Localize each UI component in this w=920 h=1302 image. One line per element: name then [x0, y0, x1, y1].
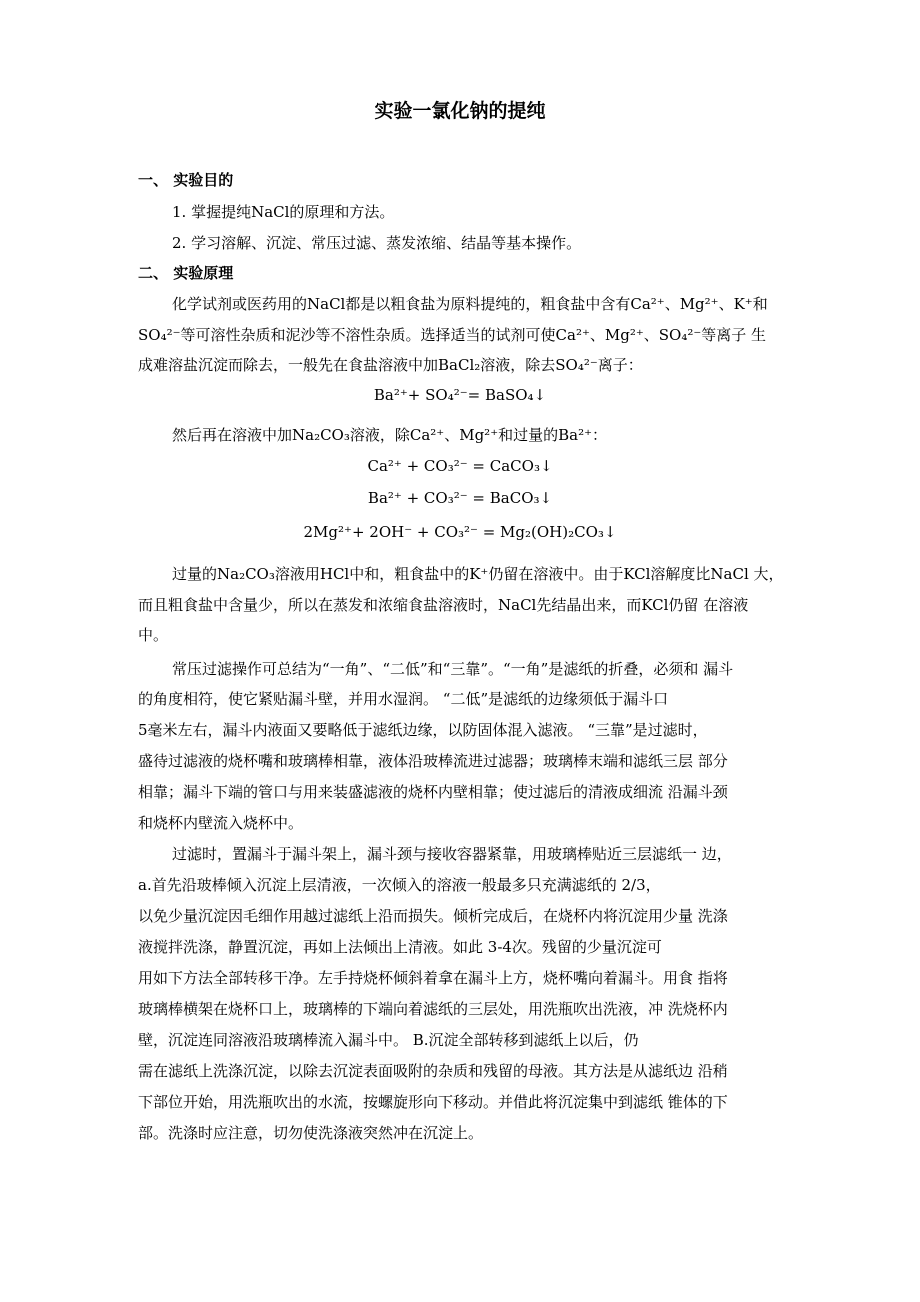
paragraph-line: 用如下方法全部转移干净。左手持烧杯倾斜着拿在漏斗上方，烧杯嘴向着漏斗。用食 指将: [138, 969, 728, 987]
equation: Ba²⁺ + CO₃²⁻ = BaCO₃↓: [367, 489, 553, 507]
paragraph-line: 成难溶盐沉淀而除去，一般先在食盐溶液中加BaCl₂溶液，除去SO₄²⁻离子：: [138, 356, 643, 374]
paragraph-line: 化学试剂或医药用的NaCl都是以粗食盐为原料提纯的，粗食盐中含有Ca²⁺、Mg²⁺、K⁺和: [172, 295, 768, 313]
paragraph-line: 中。: [138, 626, 169, 644]
paragraph-line: 以免少量沉淀因毛细作用越过滤纸上沿而损失。倾析完成后，在烧杯内将沉淀用少量 洗涤: [138, 907, 728, 925]
paragraph-line: a.首先沿玻棒倾入沉淀上层清液，一次倾入的溶液一般最多只充满滤纸的 2/3，: [138, 876, 661, 894]
paragraph-line: 和烧杯内壁流入烧杯中。: [138, 814, 304, 832]
paragraph-line: 过量的Na₂CO₃溶液用HCl中和，粗食盐中的K⁺仍留在溶液中。由于KCl溶解度比NaCl 大，: [172, 565, 784, 583]
page-title: 实验一氯化钠的提纯: [374, 100, 546, 122]
equation: 2Mg²⁺+ 2OH⁻ + CO₃²⁻ = Mg₂(OH)₂CO₃↓: [303, 523, 617, 541]
paragraph-line: 玻璃棒横架在烧杯口上，玻璃棒的下端向着滤纸的三层处，用洗瓶吹出洗液，冲 洗烧杯内: [138, 1000, 728, 1018]
paragraph-line: 需在滤纸上洗涤沉淀，以除去沉淀表面吸附的杂质和残留的母液。其方法是从滤纸边 沿稍: [138, 1062, 728, 1080]
paragraph-line: 液搅拌洗涤，静置沉淀，再如上法倾出上清液。如此 3-4次。残留的少量沉淀可: [138, 938, 662, 956]
paragraph-line: 然后再在溶液中加Na₂CO₃溶液，除Ca²⁺、Mg²⁺和过量的Ba²⁺：: [172, 426, 608, 444]
paragraph-line: 常压过滤操作可总结为“一角”、“二低”和“三靠”。“一角”是滤纸的折叠，必须和 漏斗: [172, 660, 734, 678]
paragraph-line: 过滤时，置漏斗于漏斗架上，漏斗颈与接收容器紧靠，用玻璃棒贴近三层滤纸一 边，: [172, 845, 732, 863]
purpose-item: 1. 掌握提纯NaCl的原理和方法。: [172, 203, 395, 221]
paragraph-line: 部。洗涤时应注意，切勿使洗涤液突然冲在沉淀上。: [138, 1124, 484, 1142]
paragraph-line: 5毫米左右，漏斗内液面又要略低于滤纸边缘，以防固体混入滤液。 “三靠”是过滤时，: [138, 721, 708, 739]
section-heading-principle: 二、 实验原理: [138, 264, 234, 282]
paragraph-line: 相靠；漏斗下端的管口与用来装盛滤液的烧杯内壁相靠；使过滤后的清液成细流 沿漏斗颈: [138, 783, 728, 801]
paragraph-line: 盛待过滤液的烧杯嘴和玻璃棒相靠，液体沿玻棒流进过滤器；玻璃棒末端和滤纸三层 部分: [138, 752, 728, 770]
paragraph-line: 的角度相符，使它紧贴漏斗壁，并用水湿润。 “二低”是滤纸的边缘须低于漏斗口: [138, 690, 669, 708]
paragraph-line: 壁，沉淀连同溶液沿玻璃棒流入漏斗中。 B.沉淀全部转移到滤纸上以后，仍: [138, 1031, 639, 1049]
equation: Ca²⁺ + CO₃²⁻ = CaCO₃↓: [367, 457, 553, 475]
paragraph-line: SO₄²⁻等可溶性杂质和泥沙等不溶性杂质。选择适当的试剂可使Ca²⁺、Mg²⁺、SO₄²⁻等离子 生: [138, 326, 767, 344]
section-heading-purpose: 一、 实验目的: [138, 171, 234, 189]
paragraph-line: 而且粗食盐中含量少，所以在蒸发和浓缩食盐溶液时，NaCl先结晶出来，而KCl仍留 在溶液: [138, 596, 749, 614]
purpose-item: 2. 学习溶解、沉淀、常压过滤、蒸发浓缩、结晶等基本操作。: [172, 234, 582, 252]
equation: Ba²⁺+ SO₄²⁻= BaSO₄↓: [373, 386, 547, 404]
paragraph-line: 下部位开始，用洗瓶吹出的水流，按螺旋形向下移动。并借此将沉淀集中到滤纸 锥体的下: [138, 1093, 728, 1111]
